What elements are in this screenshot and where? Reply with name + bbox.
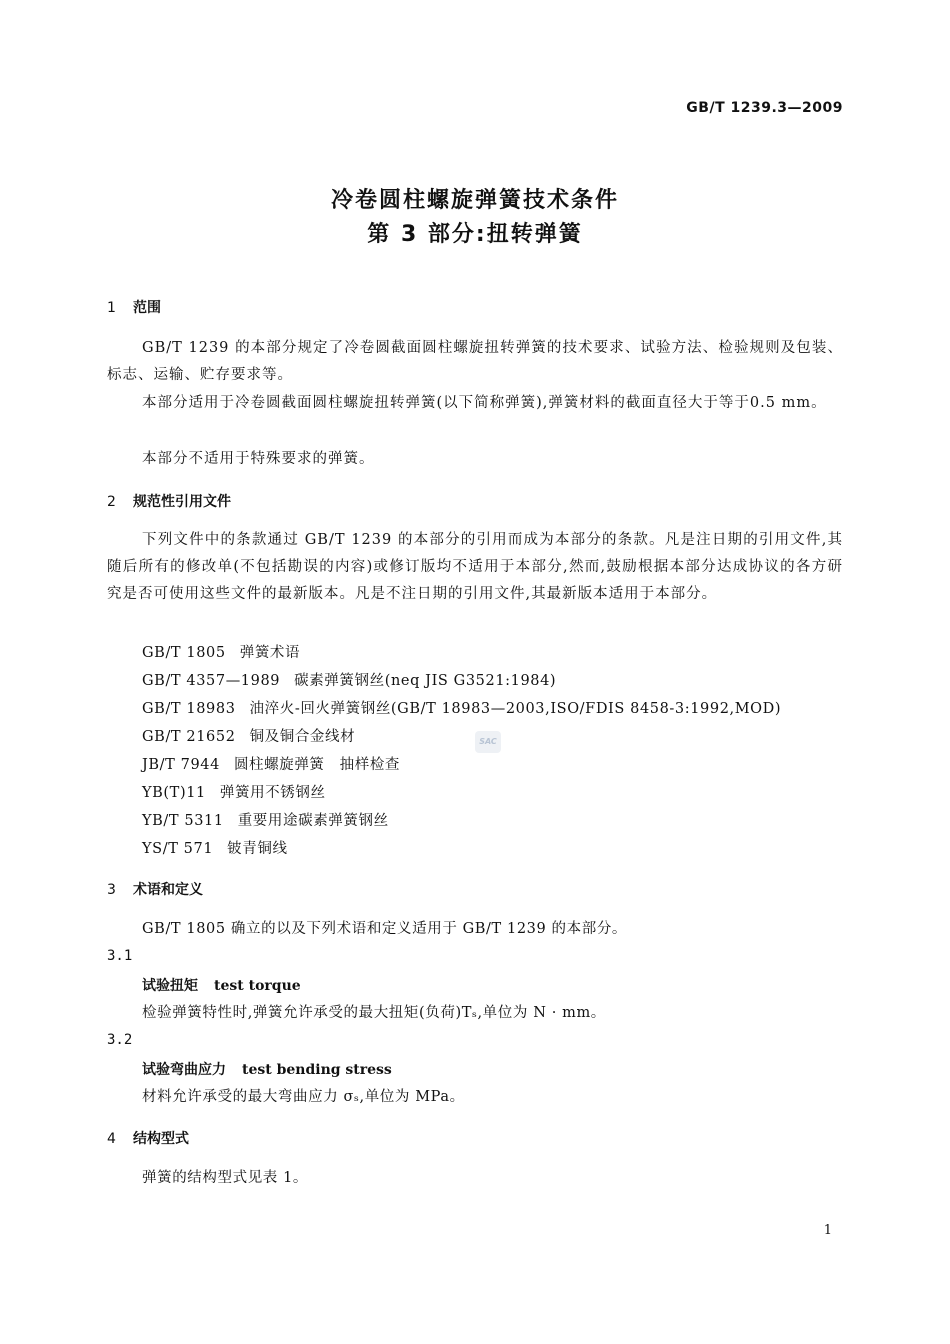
reference-title: 碳素弹簧钢丝(neq JIS G3521:1984)	[294, 673, 557, 689]
term-zh: 试验弯曲应力	[142, 1062, 226, 1078]
reference-item	[142, 809, 389, 830]
term-zh: 试验扭矩	[142, 978, 198, 994]
section-4-heading	[107, 1128, 189, 1148]
term-number: 3.2	[107, 1032, 133, 1048]
reference-title: 弹簧术语	[239, 645, 301, 661]
section-number: 4	[107, 1131, 116, 1147]
term-heading	[142, 975, 301, 995]
reference-code: GB/T 21652	[142, 729, 236, 745]
section-1-paragraph: GB/T 1239 的本部分规定了冷卷圆截面圆柱螺旋扭转弹簧的技术要求、试验方法、检验规则及包装、标志、运输、贮存要求等。	[107, 340, 843, 383]
reference-title: 铜及铜合金线材	[249, 729, 356, 745]
term-en: test bending stress	[242, 1062, 392, 1078]
section-4-paragraph: 弹簧的结构型式见表 1。	[142, 1170, 309, 1186]
page-number: 1	[823, 1223, 832, 1238]
section-1-heading	[107, 297, 161, 317]
reference-code: JB/T 7944	[142, 757, 220, 773]
reference-title: 铍青铜线	[227, 841, 288, 857]
reference-item	[142, 641, 300, 662]
reference-item	[142, 753, 400, 774]
section-number: 3	[107, 882, 116, 898]
term-definition: 检验弹簧特性时,弹簧允许承受的最大扭矩(负荷)Tₛ,单位为 N · mm。	[142, 1005, 606, 1021]
section-2-heading	[107, 491, 231, 511]
reference-code: GB/T 18983	[142, 701, 236, 717]
section-3-heading	[107, 879, 203, 899]
reference-title: 圆柱螺旋弹簧 抽样检查	[233, 757, 401, 773]
section-title: 结构型式	[133, 1131, 189, 1147]
document-title: 冷卷圆柱螺旋弹簧技术条件	[330, 188, 619, 213]
reference-code: GB/T 1805	[142, 645, 226, 661]
document-subtitle: 第 3 部分:扭转弹簧	[367, 222, 583, 247]
section-2-paragraph: 下列文件中的条款通过 GB/T 1239 的本部分的引用而成为本部分的条款。凡是注日期的引用文件,其随后所有的修改单(不包括勘误的内容)或修订版均不适用于本部分,然而,鼓励根据本部分达成协议的各方研究是否可使用这些文件的最新版本。凡是不注日期的引用文件,其最新版本适用于本部分。	[107, 532, 843, 602]
reference-item	[142, 669, 556, 690]
section-number: 2	[107, 494, 116, 510]
sac-watermark-logo: SAC	[475, 731, 501, 753]
term-heading	[142, 1059, 392, 1079]
reference-code: YB(T)11	[142, 785, 206, 801]
term-definition: 材料允许承受的最大弯曲应力 σₛ,单位为 MPa。	[142, 1089, 465, 1105]
reference-item	[142, 781, 326, 802]
reference-title: 重要用途碳素弹簧钢丝	[237, 813, 389, 829]
section-3-intro: GB/T 1805 确立的以及下列术语和定义适用于 GB/T 1239 的本部分。	[142, 921, 628, 937]
section-1-paragraph: 本部分适用于冷卷圆截面圆柱螺旋扭转弹簧(以下简称弹簧),弹簧材料的截面直径大于等于0.5 mm。	[142, 395, 827, 411]
section-title: 规范性引用文件	[133, 494, 231, 510]
reference-title: 油淬火-回火弹簧钢丝(GB/T 18983—2003,ISO/FDIS 8458-3:1992,MOD)	[249, 701, 782, 717]
term-number: 3.1	[107, 948, 133, 964]
reference-title: 弹簧用不锈钢丝	[219, 785, 326, 801]
reference-code: YS/T 571	[142, 841, 214, 857]
reference-code: GB/T 4357—1989	[142, 673, 281, 689]
section-1-paragraph: 本部分不适用于特殊要求的弹簧。	[142, 451, 375, 467]
section-title: 术语和定义	[133, 882, 203, 898]
reference-item	[142, 725, 355, 746]
reference-item	[142, 697, 781, 718]
standard-code: GB/T 1239.3—2009	[686, 100, 843, 116]
section-title: 范围	[133, 300, 161, 316]
term-en: test torque	[214, 978, 301, 994]
reference-code: YB/T 5311	[142, 813, 224, 829]
reference-item	[142, 837, 288, 858]
section-number: 1	[107, 300, 116, 316]
